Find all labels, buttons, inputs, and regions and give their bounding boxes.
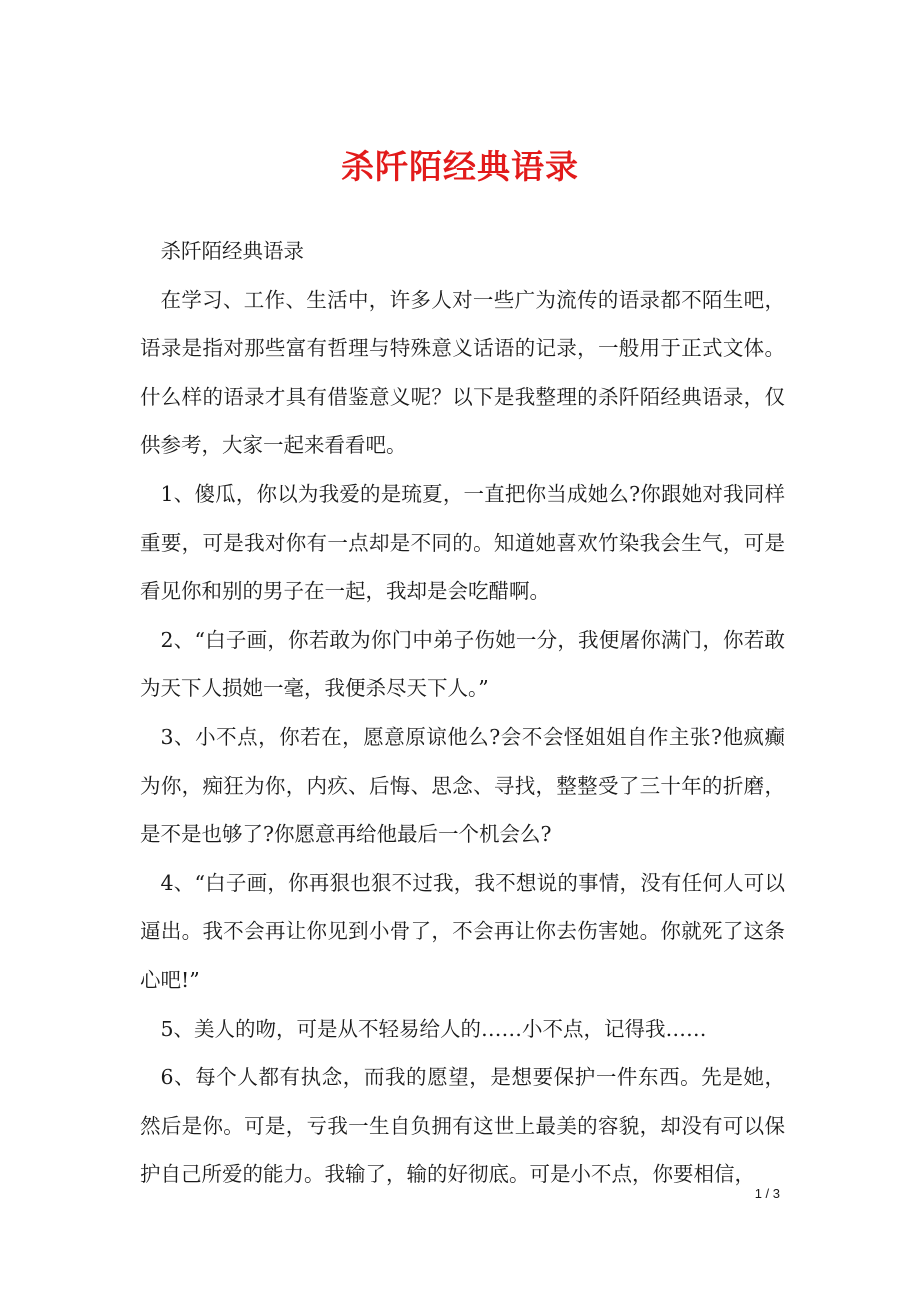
- paragraph-quote-1: 1、傻瓜，你以为我爱的是琉夏，一直把你当成她么?你跟她对我同样重要，可是我对你有一点却是不同的。知道她喜欢竹染我会生气，可是看见你和别的男子在一起，我却是会吃醋啊。: [140, 481, 785, 604]
- document-body: [140, 227, 785, 1199]
- paragraph-intro: 在学习、工作、生活中，许多人对一些广为流传的语录都不陌生吧，语录是指对那些富有哲理与特殊意义话语的记录，一般用于正式文体。什么样的语录才具有借鉴意义呢？以下是我整理的杀阡陌经典语录，仅供参考，大家一起来看看吧。: [140, 287, 785, 458]
- paragraph-quote-6: 6、每个人都有执念，而我的愿望，是想要保护一件东西。先是她，然后是你。可是，亏我一生自负拥有这世上最美的容貌，却没有可以保护自己所爱的能力。我输了，输的好彻底。可是小不点，你要相信，: [140, 1065, 785, 1187]
- page-number: 1 / 3: [754, 1186, 780, 1201]
- paragraph-quote-2: 2、“白子画，你若敢为你门中弟子伤她一分，我便屠你满门，你若敢为天下人损她一毫，我便杀尽天下人。”: [140, 627, 785, 701]
- paragraph-quote-5: 5、美人的吻，可是从不轻易给人的……小不点，记得我……: [160, 1016, 707, 1041]
- document-title: 杀阡陌经典语录: [341, 147, 579, 186]
- paragraph-quote-3: 3、小不点，你若在，愿意原谅他么?会不会怪姐姐自作主张?他疯癫为你，痴狂为你，内疚、后悔、思念、寻找，整整受了三十年的折磨，是不是也够了?你愿意再给他最后一个机会么?: [140, 724, 785, 847]
- paragraph-quote-4: 4、“白子画，你再狠也狠不过我，我不想说的事情，没有任何人可以逼出。我不会再让你见到小骨了，不会再让你去伤害她。你就死了这条心吧!”: [140, 870, 785, 992]
- paragraph-subtitle: 杀阡陌经典语录: [160, 239, 304, 263]
